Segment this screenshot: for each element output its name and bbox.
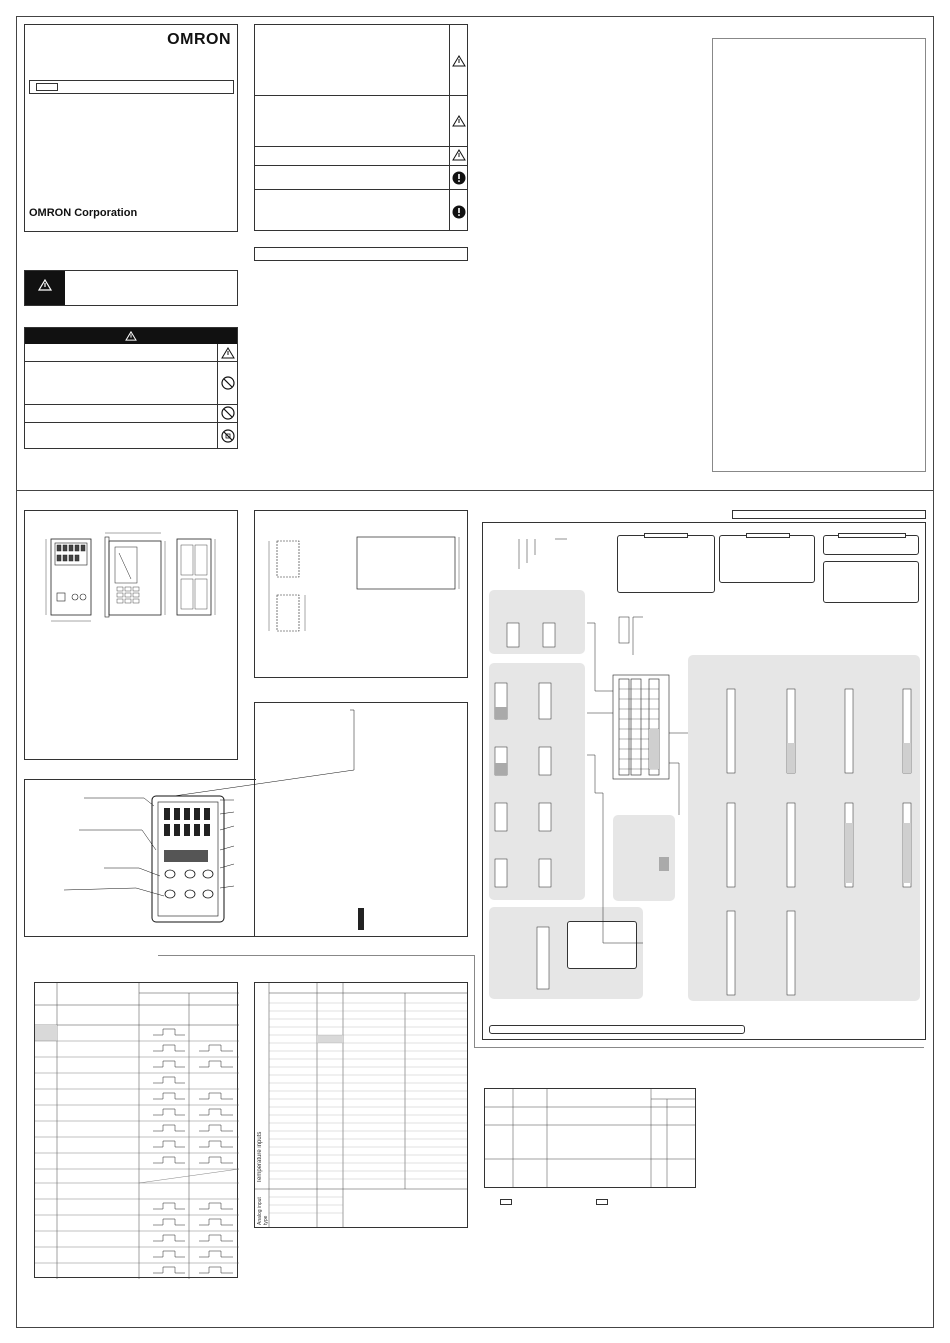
corporation-name: OMRON Corporation (29, 207, 138, 219)
warning-triangle-icon (452, 149, 466, 161)
precaution-row-divider (255, 95, 467, 96)
model-table-grid (485, 1089, 695, 1187)
caution-row-divider (25, 361, 237, 362)
warning-triangle-icon (452, 115, 466, 127)
cover-panel (24, 24, 238, 232)
cutout-drawing (265, 531, 461, 661)
caution-header (25, 328, 237, 344)
output-table-grid (35, 983, 239, 1279)
safety-signal-box (24, 270, 238, 306)
caution-table (24, 327, 238, 449)
warning-triangle-icon (38, 279, 52, 291)
omron-logo: OMRON (167, 31, 231, 48)
front-panel-drawing (24, 700, 468, 937)
prohibition-icon (221, 376, 235, 390)
panel-cutout-panel (254, 510, 468, 678)
precaution-table (254, 24, 468, 231)
leader-line (158, 955, 474, 956)
prohibition-icon (221, 406, 235, 420)
precaution-icon-column (449, 25, 450, 230)
wiring-diagram (482, 522, 926, 1040)
disassembly-prohibited-icon (221, 429, 235, 443)
legend-swatch (596, 1199, 608, 1205)
notes-box (712, 38, 926, 472)
input-type-table (254, 982, 468, 1228)
notice-bar (254, 247, 468, 261)
model-table (484, 1088, 696, 1188)
warning-triangle-icon (452, 55, 466, 67)
front-view-drawing (43, 531, 223, 631)
mandatory-action-icon (452, 171, 466, 185)
caution-row-divider (25, 404, 237, 405)
model-bar (29, 80, 234, 94)
leader-line (474, 1047, 924, 1048)
model-tag (36, 83, 58, 91)
leader-line (474, 955, 475, 1047)
caution-icon-column (217, 344, 218, 449)
mandatory-action-icon (452, 205, 466, 219)
warning-triangle-icon (221, 347, 235, 359)
caution-row-divider (25, 422, 237, 423)
diagram-title-bar (732, 510, 926, 519)
precaution-row-divider (255, 146, 467, 147)
frame-divider (16, 490, 934, 491)
legend-swatch (500, 1199, 512, 1205)
terminal-block-drawing (483, 523, 927, 1041)
output-table (34, 982, 238, 1278)
precaution-row-divider (255, 165, 467, 166)
analog-input-label: Analog input type (257, 1197, 269, 1225)
precaution-row-divider (255, 189, 467, 190)
signal-word-label (25, 271, 65, 305)
temperature-inputs-label: Temperature inputs (257, 1131, 263, 1183)
input-type-grid (255, 983, 467, 1227)
warning-triangle-icon (125, 331, 137, 341)
